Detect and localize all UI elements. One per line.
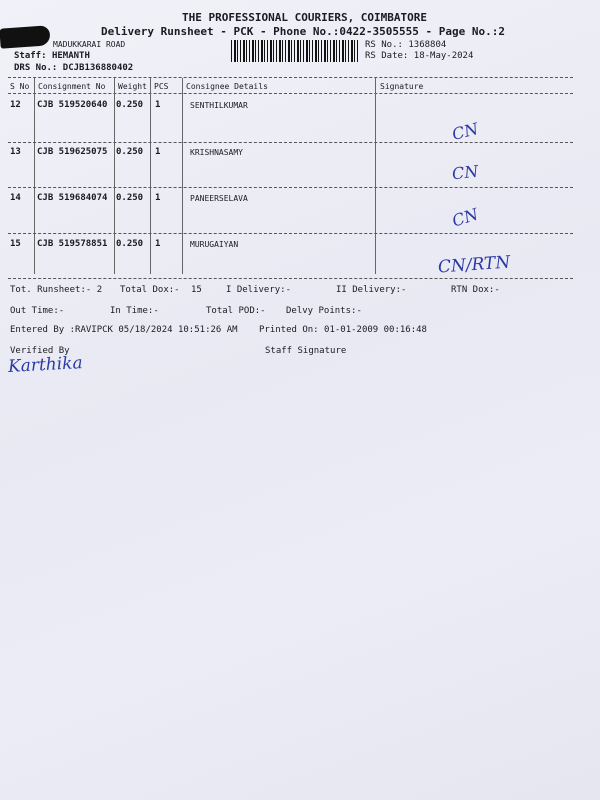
col-header-weight: Weight	[118, 82, 147, 91]
redaction-mark	[0, 25, 51, 48]
row-rule	[8, 233, 573, 234]
tot-runsheet: Tot. Runsheet:- 2	[10, 285, 103, 295]
in-time: In Time:-	[110, 306, 159, 316]
col-sep	[150, 78, 151, 274]
area-name: MADUKKARAI ROAD	[53, 40, 126, 49]
out-time: Out Time:-	[10, 306, 65, 316]
runsheet-subtitle: Delivery Runsheet - PCK - Phone No.:0422-3505555 - Page No.:2	[101, 25, 505, 38]
col-sep	[34, 78, 35, 274]
row-signature: CN	[450, 119, 481, 144]
row-pcs: 1	[155, 147, 161, 157]
row-signature: CN	[451, 161, 480, 184]
row-signature: CN/RTN	[437, 252, 511, 278]
col-header-sno: S No	[10, 82, 30, 91]
row-consignment: CJB 519684074	[37, 193, 108, 203]
entered-by: Entered By :RAVIPCK 05/18/2024 10:51:26 AM	[10, 325, 238, 335]
total-dox-label: Total Dox:-	[120, 285, 180, 295]
col-header-pcs: PCS	[154, 82, 169, 91]
row-rule	[8, 187, 573, 188]
barcode	[231, 40, 359, 62]
row-consignee: PANEERSELAVA	[190, 194, 248, 203]
rs-no-value: 1368804	[408, 40, 447, 50]
row-pcs: 1	[155, 100, 161, 110]
col-sep	[375, 78, 376, 274]
table-header-rule	[8, 93, 573, 94]
row-weight: 0.250	[116, 193, 144, 203]
staff-label: Staff:	[14, 51, 47, 61]
rs-no-row	[365, 40, 446, 50]
printed-on: Printed On: 01-01-2009 00:16:48	[259, 325, 427, 335]
drs-row	[14, 63, 133, 73]
table-bottom-rule	[8, 278, 573, 279]
row-consignee: MURUGAIYAN	[190, 240, 239, 249]
row-consignee: KRISHNASAMY	[190, 148, 243, 157]
row-weight: 0.250	[116, 100, 144, 110]
verifier-signature: Karthika	[7, 353, 84, 377]
verified-by-label: Verified By	[10, 346, 70, 356]
row-sno: 13	[10, 147, 21, 157]
staff-row	[14, 51, 90, 61]
row-consignee: SENTHILKUMAR	[190, 101, 248, 110]
row-sno: 14	[10, 193, 21, 203]
row-sno: 12	[10, 100, 21, 110]
company-title: THE PROFESSIONAL COURIERS, COIMBATORE	[182, 11, 428, 24]
rs-date-row	[365, 51, 473, 61]
col-header-signature: Signature	[380, 82, 424, 91]
row-signature: CN	[449, 204, 481, 231]
row-rule	[8, 142, 573, 143]
drs-label: DRS No.:	[14, 63, 58, 73]
col-header-consignee: Consignee Details	[186, 82, 268, 91]
drs-number: DCJB136880402	[62, 63, 134, 73]
rs-no-label: RS No.:	[365, 40, 403, 50]
ii-delivery: II Delivery:-	[336, 285, 407, 295]
total-dox-value: 15	[191, 285, 202, 295]
delvy-points: Delvy Points:-	[286, 306, 362, 316]
staff-signature-label: Staff Signature	[265, 346, 347, 356]
row-consignment: CJB 519625075	[37, 147, 108, 157]
row-weight: 0.250	[116, 239, 144, 249]
row-sno: 15	[10, 239, 21, 249]
table-top-rule	[8, 77, 573, 78]
staff-name: HEMANTH	[51, 51, 90, 61]
row-consignment: CJB 519578851	[37, 239, 108, 249]
row-pcs: 1	[155, 193, 161, 203]
rs-date-value: 18-May-2024	[413, 51, 474, 61]
rs-date-label: RS Date:	[365, 51, 409, 61]
row-pcs: 1	[155, 239, 161, 249]
col-sep	[182, 78, 183, 274]
col-header-consignment: Consignment No	[38, 82, 106, 91]
row-weight: 0.250	[116, 147, 144, 157]
row-consignment: CJB 519520640	[37, 100, 108, 110]
i-delivery: I Delivery:-	[226, 285, 292, 295]
rtn-dox: RTN Dox:-	[451, 285, 500, 295]
col-sep	[114, 78, 115, 274]
total-pod: Total POD:-	[206, 306, 266, 316]
